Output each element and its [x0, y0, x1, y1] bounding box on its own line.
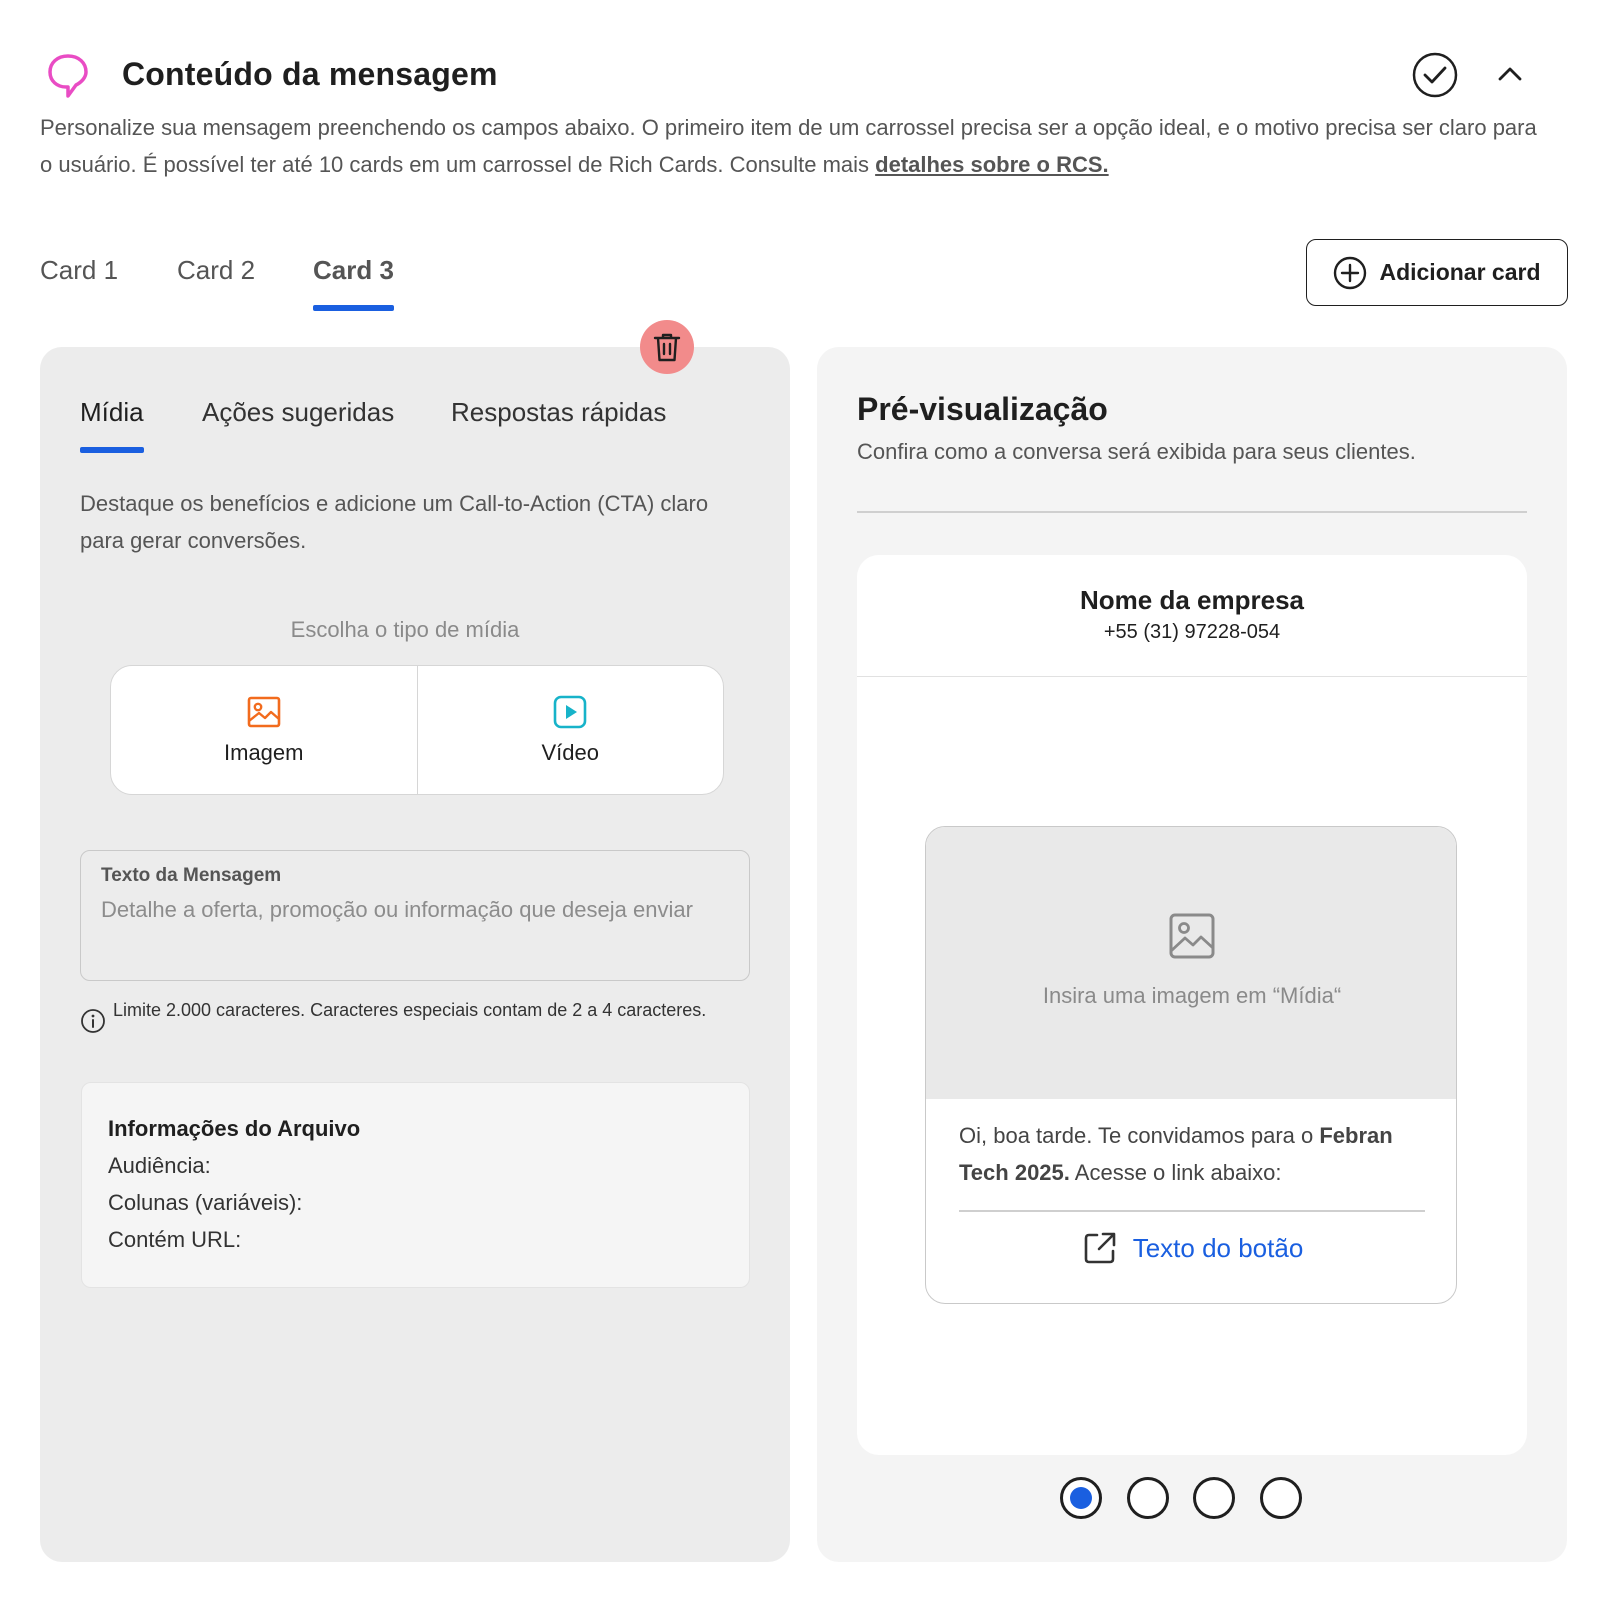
media-type-selector — [110, 665, 724, 795]
media-option-video[interactable] — [417, 666, 724, 794]
message-text-field[interactable] — [80, 850, 750, 981]
tab-acoes-label: Ações sugeridas — [202, 397, 395, 427]
media-placeholder — [926, 827, 1457, 1099]
chat-bubble-icon — [46, 52, 90, 100]
carousel-indicators — [1060, 1477, 1320, 1521]
section-title: Conteúdo da mensagem — [122, 56, 498, 92]
editor-tabs — [80, 397, 720, 457]
character-limit-note — [80, 994, 720, 1064]
tab-card-2[interactable] — [177, 255, 255, 286]
description-text: Personalize sua mensagem preenchendo os campos abaixo. O primeiro item de um carrossel precisa ser a opção ideal, e o motivo precisa ser claro para o usuário. É possível ter até 10 cards em um carrossel de Rich Cards. Consulte mais — [40, 115, 1537, 177]
file-info-url: Contém URL: — [108, 1227, 242, 1252]
delete-card-button[interactable] — [640, 320, 694, 374]
file-info-box — [81, 1082, 750, 1288]
active-subtab-indicator — [80, 447, 144, 453]
trash-icon — [652, 331, 682, 363]
preview-divider — [857, 511, 1527, 513]
message-end: Acesse o link abaixo: — [1069, 1160, 1282, 1185]
preview-description: Confira como a conversa será exibida para seus clientes. — [857, 439, 1416, 464]
character-limit-text: Limite 2.000 caracteres. Caracteres especiais contam de 2 a 4 caracteres. — [113, 1000, 707, 1020]
media-placeholder-text: Insira uma imagem em “Mídia“ — [1042, 983, 1342, 1008]
check-circle-icon[interactable] — [1412, 52, 1458, 98]
tab-respostas-label: Respostas rápidas — [451, 397, 667, 427]
rich-card-preview — [925, 826, 1457, 1304]
tab-midia-label: Mídia — [80, 397, 144, 427]
message-field-label: Texto da Mensagem — [101, 865, 282, 886]
phone-preview — [857, 555, 1527, 1455]
cta-button-text: Texto do botão — [1132, 1232, 1304, 1263]
image-placeholder-icon — [1167, 911, 1217, 961]
file-info-audience: Audiência: — [108, 1153, 211, 1178]
conversation-header — [857, 555, 1527, 677]
file-info-columns: Colunas (variáveis): — [108, 1190, 303, 1215]
add-card-button[interactable] — [1306, 239, 1568, 306]
carousel-dot-2[interactable] — [1127, 1477, 1169, 1519]
message-start: Oi, boa tarde. Te convidamos para o — [959, 1123, 1320, 1148]
tab-acoes-sugeridas[interactable] — [202, 397, 394, 428]
preview-title: Pré-visualização — [857, 391, 1108, 427]
card-message-text — [959, 1117, 1429, 1191]
carousel-dot-1[interactable] — [1060, 1477, 1102, 1519]
tab-card-1[interactable] — [40, 255, 118, 286]
plus-circle-icon — [1333, 256, 1367, 290]
message-field-placeholder: Detalhe a oferta, promoção ou informação que deseja enviar — [101, 897, 693, 922]
external-link-icon — [1081, 1229, 1119, 1267]
card-tabs — [40, 255, 440, 315]
chevron-up-icon[interactable] — [1496, 60, 1524, 88]
active-tab-indicator — [313, 305, 394, 311]
info-icon — [80, 1008, 106, 1034]
carousel-dot-3[interactable] — [1193, 1477, 1235, 1519]
tab-card-2-label: Card 2 — [177, 255, 256, 285]
tab-card-1-label: Card 1 — [40, 255, 119, 285]
tab-card-3[interactable] — [313, 255, 394, 286]
media-option-image-label: Imagem — [224, 740, 304, 765]
company-phone: +55 (31) 97228-054 — [1103, 621, 1281, 643]
editor-description: Destaque os benefícios e adicione um Call-to-Action (CTA) claro para gerar conversões. — [80, 491, 709, 553]
section-header — [40, 46, 1560, 102]
section-description — [40, 109, 1550, 183]
cta-button[interactable] — [926, 1229, 1457, 1267]
preview-panel — [817, 347, 1567, 1562]
card-editor-panel — [40, 347, 790, 1562]
tab-respostas-rapidas[interactable] — [451, 397, 666, 428]
tab-card-3-label: Card 3 — [313, 255, 394, 285]
rcs-details-link[interactable]: detalhes sobre o RCS. — [875, 152, 1109, 177]
card-divider — [959, 1210, 1425, 1212]
message-bold: Febran Tech 2025. — [959, 1123, 1393, 1185]
tab-midia[interactable] — [80, 397, 144, 428]
carousel-dot-4[interactable] — [1260, 1477, 1302, 1519]
video-icon — [552, 694, 588, 730]
media-option-video-label: Vídeo — [541, 740, 599, 765]
company-name: Nome da empresa — [1080, 585, 1304, 615]
file-info-title: Informações do Arquivo — [108, 1116, 361, 1141]
media-option-image[interactable] — [111, 666, 417, 794]
image-icon — [246, 694, 282, 730]
media-type-label: Escolha o tipo de mídia — [290, 617, 520, 642]
add-card-label: Adicionar card — [1379, 259, 1541, 285]
